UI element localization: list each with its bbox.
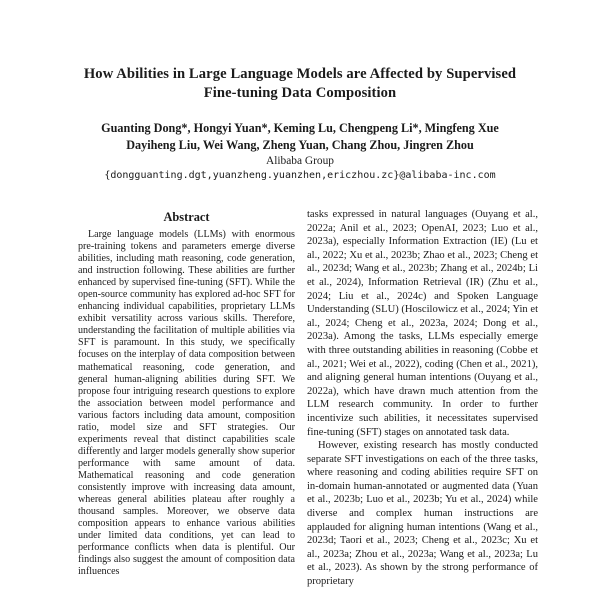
paper-title-line2: Fine-tuning Data Composition [203,85,397,101]
authors-line2: Dayiheng Liu, Wei Wang, Zheng Yuan, Chang Zhou, Jingren Zhou [126,137,474,152]
author-emails: {dongguanting.dgt,yuanzheng.yuanzhen,ericzhou.zc}@alibaba-inc.com [104,170,496,181]
abstract-text: Large language models (LLMs) with enormous pre-training tokens and parameters emerge diverse abilities, including math reasoning, code generation, and instruction following. These abilities are further enhanced by supervised fine-tuning (SFT). While the open-source community has explored ad-hoc SFT for enhancing individual capabilities, proprietary LLMs exhibit versatility across various skills. Therefore, understanding the facilitation of multiple abilities via SFT is paramount. In this study, we specifically focuses on the interplay of data composition between mathematical reasoning, code generation, and general human-aligning abilities during SFT. We propose four intriguing research questions to explore the association between model performance and various factors including data amount, composition ratio, model size and SFT strategies. Our experiments reveal that distinct capabilities scale differently and larger models generally show superior performance with same amount of data. Mathematical reasoning and code generation consistently improve with increasing data amount, whereas general abilities plateau after roughly a thousand samples. Moreover, we observe data composition appears to enhance various abilities under limited data conditions, yet can lead to performance conflicts when data is plentiful. Our findings also suggest the amount of composition data influences [78,229,295,578]
affiliation: Alibaba Group [265,155,334,167]
author-block [0,120,600,182]
paper-title-line1: How Abilities in Large Language Models are Affected by Supervised [83,66,517,82]
paper-title [0,65,600,103]
introduction-paragraph-2: However, existing research has mostly conducted separate SFT investigations on each of the three tasks, where reasoning and coding abilities require SFT on in-domain human-annotated or augmented data (Yuan et al., 2023b; Luo et al., 2023b; Yu et al., 2024) while diverse and complex human instructions are applauded for aligning human intentions (Wang et al., 2023d; Taori et al., 2023; Cheng et al., 2023c; Xu et al., 2023a; Zhou et al., 2023a; Wang et al., 2023a; Lu et al., 2023). As shown by the strong performance of proprietary [307,440,538,588]
authors-line1: Guanting Dong*, Hongyi Yuan*, Keming Lu, Chengpeng Li*, Mingfeng Xue [101,121,499,135]
right-column [307,208,538,589]
left-column [78,210,295,578]
introduction-paragraph-1: tasks expressed in natural languages (Ouyang et al., 2022a; Anil et al., 2023; OpenAI, 2023; Luo et al., 2023a), especially Information Extraction (IE) (Lu et al., 2022; Xu et al., 2023b; Zhao et al., 2023; Cheng et al., 2023d; Wang et al., 2023b; Zhang et al., 2024b; Li et al., 2024), Information Retrieval (IR) (Zhu et al., 2024; Liu et al., 2024c) and Spoken Language Understanding (SLU) (Hoscilowicz et al., 2024; Yin et al., 2024; Cheng et al., 2023a, 2024; Dong et al., 2023a). Among the tasks, LLMs especially emerge with three outstanding abilities in reasoning (Cobbe et al., 2021; Wei et al., 2022), coding (Chen et al., 2021), and aligning general human intentions (Ouyang et al., 2022a), which have drawn much attention from the LLM research community. In order to further incentivize such abilities, it necessitates supervised fine-tuning (SFT) stages on annotated task data. [307,209,538,438]
abstract-heading: Abstract [163,210,210,224]
